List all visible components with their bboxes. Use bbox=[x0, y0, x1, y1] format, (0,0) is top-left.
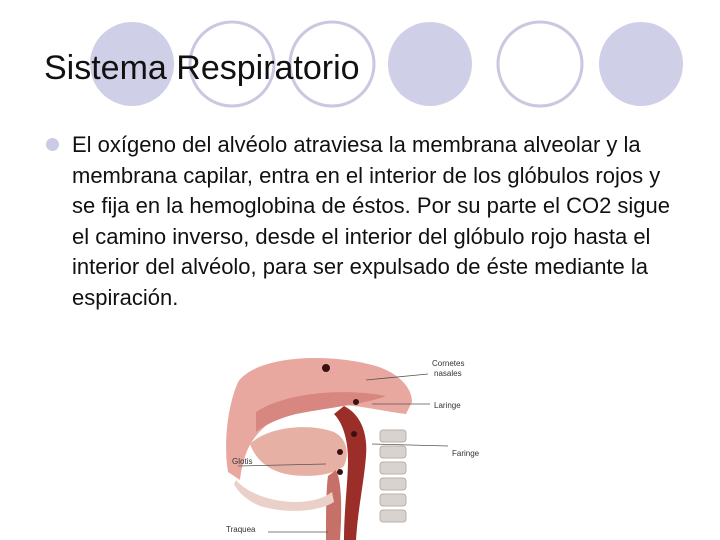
label-laringe: Laringe bbox=[434, 401, 461, 410]
label-glotis: Glotis bbox=[232, 457, 253, 466]
label-cornetes: Cornetes bbox=[432, 359, 465, 368]
vertebra bbox=[380, 430, 406, 442]
respiratory-tract-illustration bbox=[216, 352, 500, 540]
label-faringe: Faringe bbox=[452, 449, 480, 458]
trachea-shape bbox=[326, 470, 341, 540]
jaw-shape bbox=[234, 480, 334, 511]
bullet-text: El oxígeno del alvéolo atraviesa la membrana alveolar y la membrana capilar, entra en el interior de los glóbulos rojos y se fija en la hemoglobina de éstos. Por su parte el CO2 sigue el camino inverso, desde el interior del glóbulo rojo hasta el interior del alvéolo, para ser expulsado de éste mediante la espiración. bbox=[72, 132, 671, 310]
deco-circle bbox=[599, 22, 683, 106]
marker-dot bbox=[322, 364, 330, 372]
label-traquea: Traquea bbox=[226, 525, 256, 534]
marker-dot bbox=[337, 469, 343, 475]
marker-dot bbox=[351, 431, 357, 437]
marker-dot bbox=[353, 399, 359, 405]
vertebra bbox=[380, 478, 406, 490]
vertebra bbox=[380, 494, 406, 506]
deco-circle bbox=[388, 22, 472, 106]
bullet-item bbox=[46, 130, 686, 313]
bullet-marker bbox=[46, 138, 59, 151]
label-nasales: nasales bbox=[434, 369, 462, 378]
tongue-shape bbox=[250, 427, 347, 476]
vertebra bbox=[380, 462, 406, 474]
slide-title: Sistema Respiratorio bbox=[44, 49, 360, 87]
vertebra bbox=[380, 510, 406, 522]
vertebra bbox=[380, 446, 406, 458]
deco-circle bbox=[498, 22, 582, 106]
marker-dot bbox=[337, 449, 343, 455]
